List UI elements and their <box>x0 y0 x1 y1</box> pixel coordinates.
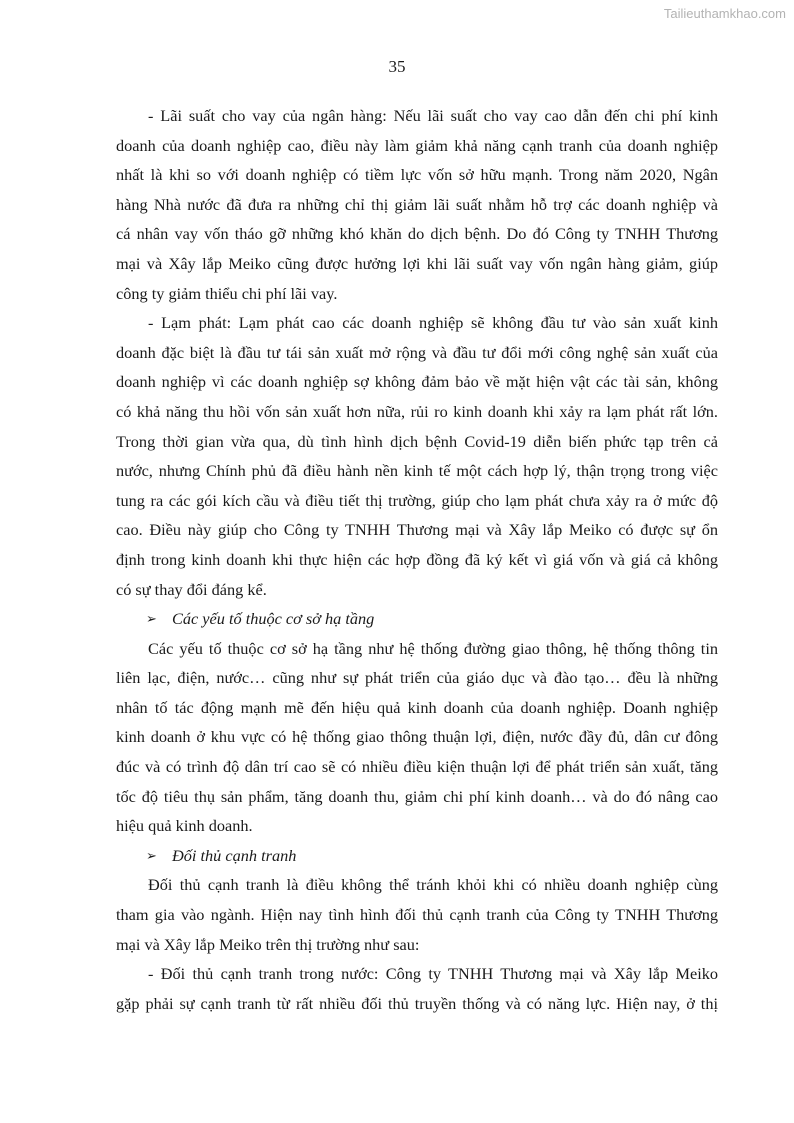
text-line: mại và Xây lắp Meiko trên thị trường như sau: <box>116 934 420 954</box>
text-line: Trong thời gian vừa qua, dù tình hình dịch bệnh Covid-19 diễn biến phức tạp trên cả <box>116 431 718 451</box>
text-line: có khả năng thu hồi vốn sản xuất hơn nữa, rủi ro kinh doanh khi xảy ra lạm phát rất lớn. <box>116 401 718 421</box>
text-line: tung ra các gói kích cầu và điều tiết thị trường, giúp cho lạm phát chưa xảy ra ở mức độ <box>116 490 718 510</box>
text-line: mại và Xây lắp Meiko cũng được hưởng lợi khi lãi suất vay vốn ngân hàng giảm, giúp <box>116 253 718 273</box>
text-line: cao. Điều này giúp cho Công ty TNHH Thương mại và Xây lắp Meiko có được sự ổn <box>116 520 718 540</box>
text-line: - Đối thủ cạnh tranh trong nước: Công ty TNHH Thương mại và Xây lắp Meiko <box>148 964 718 984</box>
text-line: - Lạm phát: Lạm phát cao các doanh nghiệp sẽ không đầu tư vào sản xuất kinh <box>148 313 718 333</box>
page-number: 35 <box>388 57 406 76</box>
paragraph-infrastructure <box>116 634 718 841</box>
heading-infrastructure <box>116 604 718 634</box>
watermark: Tailieuthamkhao.com <box>663 6 786 21</box>
text-line: nhân tố tác động mạnh mẽ đến hiệu quả kinh doanh của doanh nghiệp. Doanh nghiệp <box>116 697 718 717</box>
arrow-bullet-icon: ➢ <box>146 847 157 863</box>
text-line: doanh của doanh nghiệp cao, điều này làm giảm khả năng cạnh tranh của doanh nghiệp <box>116 135 718 155</box>
text-line: kinh doanh ở khu vực có hệ thống giao thông thuận lợi, điện, nước đầy đủ, dân cư đông <box>116 727 718 747</box>
paragraph-inflation <box>116 308 718 604</box>
heading-competitors <box>116 841 718 871</box>
text-line: cá nhân vay vốn tháo gỡ những khó khăn do dịch bệnh. Do đó Công ty TNHH Thương <box>116 224 718 244</box>
text-line: nhất là khi so với doanh nghiệp có tiềm lực vốn sở hữu mạnh. Trong năm 2020, Ngân <box>116 165 718 185</box>
text-line: hiệu quả kinh doanh. <box>116 816 253 836</box>
text-line: doanh đặc biệt là đầu tư tái sản xuất mở rộng và đầu tư đổi mới công nghệ sản xuất của <box>116 342 718 362</box>
arrow-bullet-icon: ➢ <box>146 611 157 627</box>
text-line: hàng Nhà nước đã đưa ra những chỉ thị giảm lãi suất nhằm hỗ trợ các doanh nghiệp và <box>116 194 718 214</box>
text-line: tham gia vào ngành. Hiện nay tình hình đối thủ cạnh tranh của Công ty TNHH Thương <box>116 905 718 925</box>
paragraph-competitors-intro <box>116 870 718 959</box>
paragraph-interest-rate <box>116 101 718 308</box>
text-line: tốc độ tiêu thụ sản phẩm, tăng doanh thu, giảm chi phí kinh doanh… và do đó nâng cao <box>116 786 718 806</box>
text-line: Các yếu tố thuộc cơ sở hạ tầng như hệ thống đường giao thông, hệ thống thông tin <box>148 638 718 658</box>
text-line: - Lãi suất cho vay của ngân hàng: Nếu lãi suất cho vay cao dẫn đến chi phí kinh <box>148 106 718 125</box>
text-line: liên lạc, điện, nước… cũng như sự phát triển của giáo dục và đào tạo… đều là những <box>116 668 718 688</box>
text-line: gặp phải sự cạnh tranh từ rất nhiều đối thủ truyền thống và có năng lực. Hiện nay, ở thị <box>116 993 718 1013</box>
heading-competitors-text: Đối thủ cạnh tranh <box>172 845 297 865</box>
text-line: đúc và có trình độ dân trí cao sẽ có nhiều điều kiện thuận lợi để phát triển sản xuất, tăng <box>116 757 718 777</box>
text-line: định trong kinh doanh khi thực hiện các hợp đồng đã ký kết vì giá vốn và giá cả không <box>116 549 718 569</box>
text-line: doanh nghiệp vì các doanh nghiệp sợ không đảm bảo về mặt hiện vật các tài sản, không <box>116 372 718 392</box>
heading-infrastructure-text: Các yếu tố thuộc cơ sở hạ tầng <box>172 609 375 629</box>
text-line: Đối thủ cạnh tranh là điều không thể tránh khỏi khi có nhiều doanh nghiệp cùng <box>148 875 718 895</box>
text-line: nước, nhưng Chính phủ đã điều hành nền kinh tế một cách hợp lý, thận trọng trong việc <box>116 461 718 481</box>
paragraph-domestic-competitors <box>116 959 718 1018</box>
document-body <box>116 101 718 1018</box>
text-line: công ty giảm thiểu chi phí lãi vay. <box>116 283 338 303</box>
text-line: có sự thay đổi đáng kể. <box>116 579 267 599</box>
